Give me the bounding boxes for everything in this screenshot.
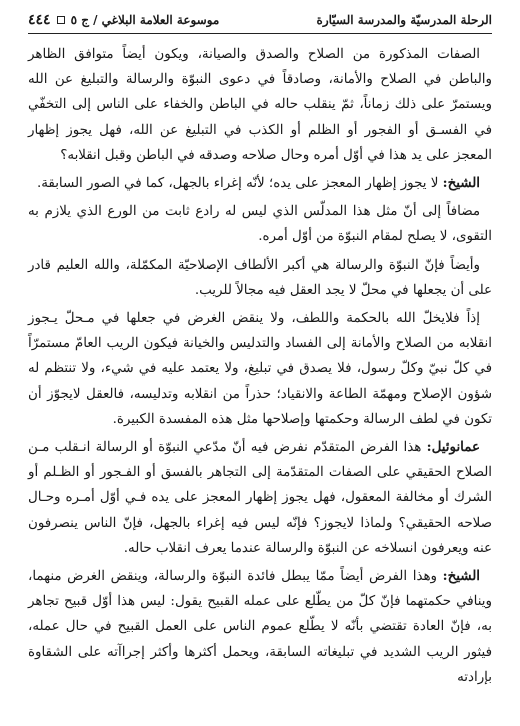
paragraph-text: الصفات المذكورة من الصلاح والصدق والصيانة، ويكون أيضاً متوافق الظاهر والباطن في الصلاح والأمانة، وصادقاً في دعوى النبوّة والرسالة والتبليغ عن الله ويستمرّ على ذلك زماناً، ثمّ ينقلب حاله في الباطن والخفاء على الناس إلى التخفّي في الفسـق أو الفجور أو الظلم أو الكذب في التبليغ عن الله، فهل يجوز إظهار المعجز على يد هذا في أوّل أمره وحال صلاحه وصدقه في الباطن وقبل انقلابه؟ [28, 47, 492, 163]
paragraph-text: وأيضاً فإنّ النبوّة والرسالة هي أكبر الألطاف الإصلاحيّة المكمّلة، والله العليم قادر على أن يجعلها في محلّ لا يجد العقل فيه مجالاً للريب. [28, 257, 492, 298]
speaker-label: الشيخ: [442, 568, 480, 585]
paragraph [28, 42, 492, 168]
paragraph [28, 564, 492, 690]
paragraph [28, 306, 492, 432]
chapter-title: الرحلة المدرسيّة والمدرسة السيّارة [316, 13, 492, 27]
paragraph [28, 253, 492, 303]
speaker-label: الشيخ: [442, 175, 480, 192]
square-separator-icon [57, 16, 65, 24]
paragraph-text: هذا الفرض المتقدّم نفرض فيه أنّ مدّعي النبوّة أو الرسالة انـقلب مـن الصلاح الحقيقي على الصفات المتقدّمة إلى التجاهر بالفسق أو الفـجور أو الظـلم أو الشرك أو مخالفة المعقول، فهل يجوز إظهار المعجز على يده فـي أوّل أمـره وحـال صلاحه الحقيقي؟ ولماذا لايجوز؟ فإنّه ليس فيه إغراء بالجهل، فإنّ الناس ينصرفون عنه ويعرفون انسلاخه عن النبوّة والرسالة عندما يعرف انقلاب حاله. [28, 440, 492, 556]
book-title: موسوعة العلامة البلاغي / ج ٥ [70, 13, 220, 27]
paragraph-text: مضافاً إلى أنّ مثل هذا المدلّس الذي ليس له رادع ثابت من الورع الذي يلازم به التقوى، لا يصلح لمقام النبوّة من أوّل أمره. [28, 204, 492, 245]
paragraph [28, 199, 492, 249]
paragraph-text: إذاً فلايخلّ الله بالحكمة واللطف، ولا ينقض الغرض في جعلها في مـحلّ يـجوز انقلابه من الصلاح والأمانة إلى الفساد والتدليس والخيانة فيكون الريب العامّ مستمرّاً في كلّ نبيّ وكلّ رسول، فلا يصدق في تبليغ، ولا يعتمد عليه في شيء، ولا تنتظم له شؤون الإصلاح ومهمّة الطاعة والانقياد؛ حذراً من انقلابه وتدليسه، فالعقل لايجوّز أن تكون في لطف الرسالة وحكمتها وإصلاحها مثل هذه المفسدة الكبيرة. [28, 311, 492, 427]
running-header [28, 12, 492, 34]
page-number: ٤٤٤ [28, 12, 51, 28]
paragraph [28, 171, 492, 196]
paragraph-text: لا يجوز إظهار المعجز على يده؛ لأنّه إغراء بالجهل، كما في الصور السابقة. [36, 176, 439, 192]
page-body [28, 42, 492, 690]
speaker-label: عمانوئيل: [426, 439, 480, 456]
book-reference [28, 12, 219, 28]
paragraph-text: وهذا الفرض أيضاً ممّا يبطل فائدة النبوّة والرسالة، وينقض الغرض منهما، وينافي حكمتهما فإنّ كلّ من يطّلع على عمله القبيح يقول: ليس هذا أوّل قبيح تجاهر به، فإنّ العادة تقتضي بأنّه لا يطّلع عموم الناس على العمل القبيح في حال عمله، فيثور الريب الشديد في تبليغاته السابقة، ويحمل أكثرها وأكثر إجراآته على الشقاوة بإرادته [28, 569, 492, 685]
book-page [28, 12, 492, 720]
paragraph [28, 435, 492, 561]
